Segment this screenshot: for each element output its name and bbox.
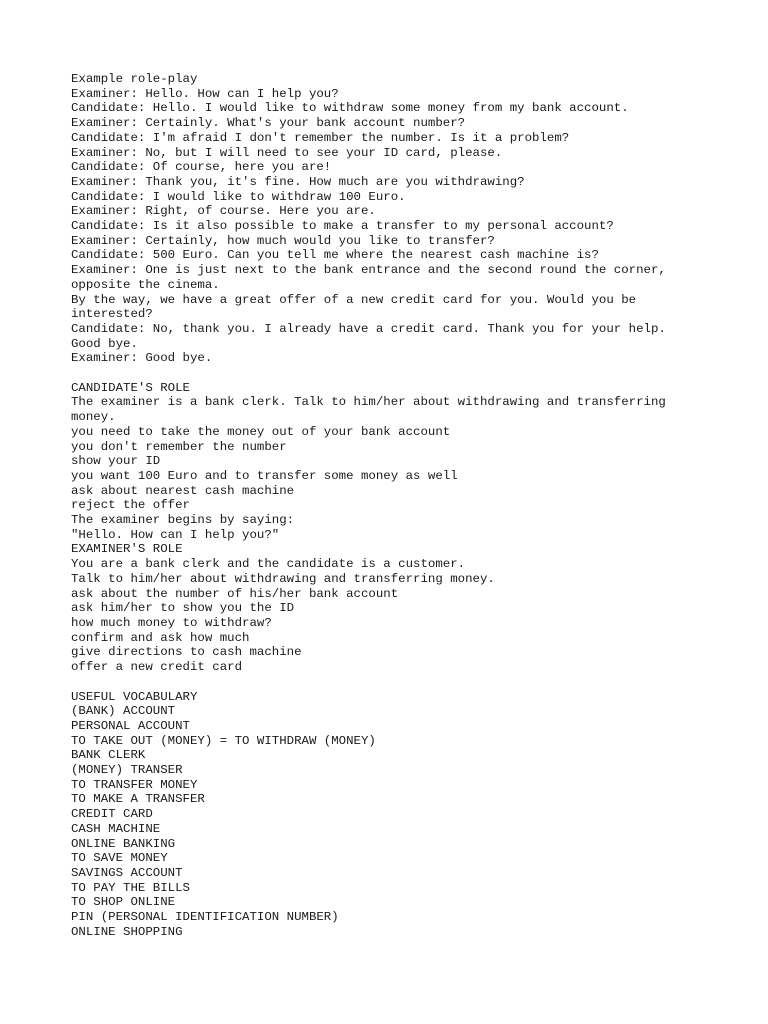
- vocabulary-item: PIN (PERSONAL IDENTIFICATION NUMBER): [71, 910, 339, 925]
- vocabulary-section: [71, 690, 751, 940]
- role-line: The examiner begins by saying:: [71, 513, 295, 528]
- dialogue-line: Candidate: Is it also possible to make a transfer to my personal account?: [71, 219, 614, 234]
- dialogue-line: opposite the cinema.: [71, 277, 220, 292]
- document-page: [71, 72, 751, 939]
- dialogue-line: Examiner: Hello. How can I help you?: [71, 86, 339, 101]
- vocabulary-heading: USEFUL VOCABULARY: [71, 689, 198, 704]
- role-line: you need to take the money out of your bank account: [71, 424, 451, 439]
- vocabulary-item: BANK CLERK: [71, 748, 146, 763]
- dialogue-line: Candidate: I'm afraid I don't remember the number. Is it a problem?: [71, 130, 570, 145]
- roleplay-section: [71, 72, 751, 366]
- vocabulary-item: TO TAKE OUT (MONEY) = TO WITHDRAW (MONEY): [71, 733, 376, 748]
- role-line: reject the offer: [71, 498, 190, 513]
- dialogue-line: interested?: [71, 307, 153, 322]
- role-line: ask about the number of his/her bank account: [71, 586, 399, 601]
- blank-line: [71, 675, 751, 690]
- vocabulary-item: (BANK) ACCOUNT: [71, 704, 176, 719]
- vocabulary-item: PERSONAL ACCOUNT: [71, 718, 190, 733]
- role-line: how much money to withdraw?: [71, 616, 272, 630]
- vocabulary-item: CASH MACHINE: [71, 821, 161, 836]
- role-line: offer a new credit card: [71, 660, 243, 675]
- vocabulary-item: ONLINE BANKING: [71, 836, 176, 851]
- examiner-role-heading: EXAMINER'S ROLE: [71, 542, 183, 557]
- role-line: you don't remember the number: [71, 439, 287, 454]
- role-line: You are a bank clerk and the candidate is a customer.: [71, 557, 466, 572]
- vocabulary-item: TO SHOP ONLINE: [71, 895, 176, 910]
- dialogue-line: Examiner: Thank you, it's fine. How much are you withdrawing?: [71, 174, 525, 189]
- role-line: give directions to cash machine: [71, 645, 302, 660]
- vocabulary-item: SAVINGS ACCOUNT: [71, 865, 183, 880]
- vocabulary-item: CREDIT CARD: [71, 807, 153, 822]
- dialogue-line: Examiner: Right, of course. Here you are.: [71, 204, 376, 219]
- role-line: ask him/her to show you the ID: [71, 601, 295, 616]
- dialogue-line: Examiner: Certainly, how much would you like to transfer?: [71, 233, 495, 248]
- role-line: you want 100 Euro and to transfer some money as well: [71, 468, 458, 483]
- role-line: Talk to him/her about withdrawing and transferring money.: [71, 571, 495, 586]
- vocabulary-item: TO SAVE MONEY: [71, 851, 168, 866]
- dialogue-line: Candidate: Hello. I would like to withdraw some money from my bank account.: [71, 101, 629, 116]
- role-line: confirm and ask how much: [71, 630, 250, 645]
- vocabulary-item: TO MAKE A TRANSFER: [71, 792, 205, 807]
- dialogue-line: By the way, we have a great offer of a new credit card for you. Would you be: [71, 292, 637, 307]
- dialogue-line: Examiner: Good bye.: [71, 351, 213, 366]
- vocabulary-item: TO PAY THE BILLS: [71, 880, 190, 895]
- role-line: "Hello. How can I help you?": [71, 527, 280, 542]
- role-line: ask about nearest cash machine: [71, 483, 295, 498]
- candidate-role-heading: CANDIDATE'S ROLE: [71, 380, 190, 395]
- dialogue-line: Candidate: No, thank you. I already have a credit card. Thank you for your help.: [71, 321, 666, 336]
- vocabulary-item: TO TRANSFER MONEY: [71, 777, 198, 792]
- roleplay-heading: Example role-play: [71, 72, 198, 86]
- dialogue-line: Candidate: I would like to withdraw 100 Euro.: [71, 189, 406, 204]
- blank-line: [71, 366, 751, 381]
- role-line: money.: [71, 410, 116, 425]
- role-line: The examiner is a bank clerk. Talk to him/her about withdrawing and transferring: [71, 395, 666, 410]
- dialogue-line: Good bye.: [71, 336, 138, 351]
- dialogue-line: Examiner: No, but I will need to see your ID card, please.: [71, 145, 503, 160]
- roles-section: [71, 381, 751, 675]
- vocabulary-item: ONLINE SHOPPING: [71, 924, 183, 939]
- dialogue-line: Examiner: One is just next to the bank entrance and the second round the corner,: [71, 263, 666, 278]
- dialogue-line: Candidate: Of course, here you are!: [71, 160, 332, 175]
- dialogue-line: Examiner: Certainly. What's your bank account number?: [71, 116, 466, 131]
- role-line: show your ID: [71, 454, 161, 469]
- dialogue-line: Candidate: 500 Euro. Can you tell me where the nearest cash machine is?: [71, 248, 599, 263]
- vocabulary-item: (MONEY) TRANSER: [71, 763, 183, 778]
